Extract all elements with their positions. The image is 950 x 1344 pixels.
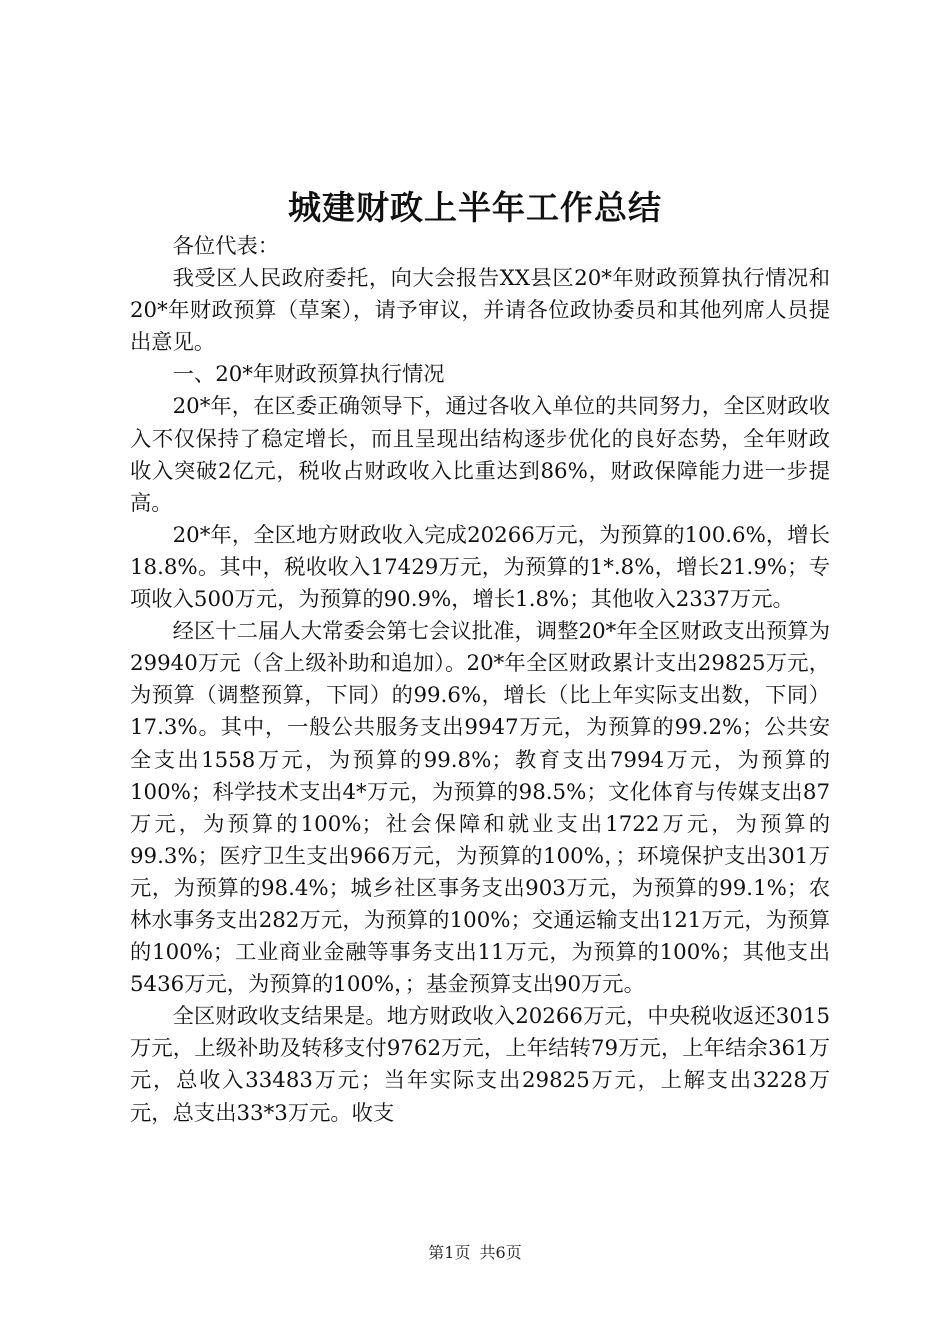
expenditure-paragraph: 经区十二届人大常委会第七会议批准，调整20*年全区财政支出预算为29940万元（含上级补助和追加）。20*年全区财政累计支出29825万元，为预算（调整预算，下同）的99.6%，增长（比上年实际支出数，下同）17.3%。其中，一般公共服务支出9947万元，为预算的99.2%；公共安全支出1558万元，为预算的99.8%；教育支出7994万元，为预算的100%；科学技术支出4*万元，为预算的98.5%；文化体育与传媒支出87万元，为预算的100%；社会保障和就业支出1722万元，为预算的99.3%；医疗卫生支出966万元，为预算的100%，；环境保护支出301万元，为预算的98.4%；城乡社区事务支出903万元，为预算的99.1%；农林水事务支出282万元，为预算的100%；交通运输支出121万元，为预算的100%；工业商业金融等事务支出11万元，为预算的100%；其他支出5436万元，为预算的100%，；基金预算支出90万元。 <box>130 619 830 998</box>
section-heading: 一、20*年财政预算执行情况 <box>172 362 445 388</box>
balance-paragraph: 全区财政收支结果是。地方财政收入20266万元，中央税收返还3015万元，上级补助及转移支付9762万元，上年结转79万元，上年结余361万元，总收入33483万元；当年实际支出29825万元，上解支出3228万元，总支出33*3万元。收支 <box>130 1004 830 1126</box>
revenue-paragraph: 20*年，全区地方财政收入完成20266万元，为预算的100.6%，增长18.8%。其中，税收收入17429万元，为预算的1*.8%，增长21.9%；专项收入500万元，为预算的90.9%，增长1.8%；其他收入2337万元。 <box>130 522 830 613</box>
document-body <box>130 231 830 1130</box>
document-title: 城建财政上半年工作总结 <box>288 188 662 227</box>
salutation-paragraph: 各位代表： <box>172 234 280 259</box>
page-number: 第1页 <box>428 1243 471 1262</box>
overview-paragraph: 20*年，在区委正确领导下，通过各收入单位的共同努力，全区财政收入不仅保持了稳定增长，而且呈现出结构逐步优化的良好态势，全年财政收入突破2亿元，税收占财政收入比重达到86%，财政保障能力进一步提高。 <box>130 394 830 516</box>
page-total: 共6页 <box>479 1243 522 1262</box>
intro-paragraph: 我受区人民政府委托，向大会报告XX县区20*年财政预算执行情况和20*年财政预算（草案），请予审议，并请各位政协委员和其他列席人员提出意见。 <box>130 266 830 356</box>
page-footer <box>0 1241 950 1265</box>
